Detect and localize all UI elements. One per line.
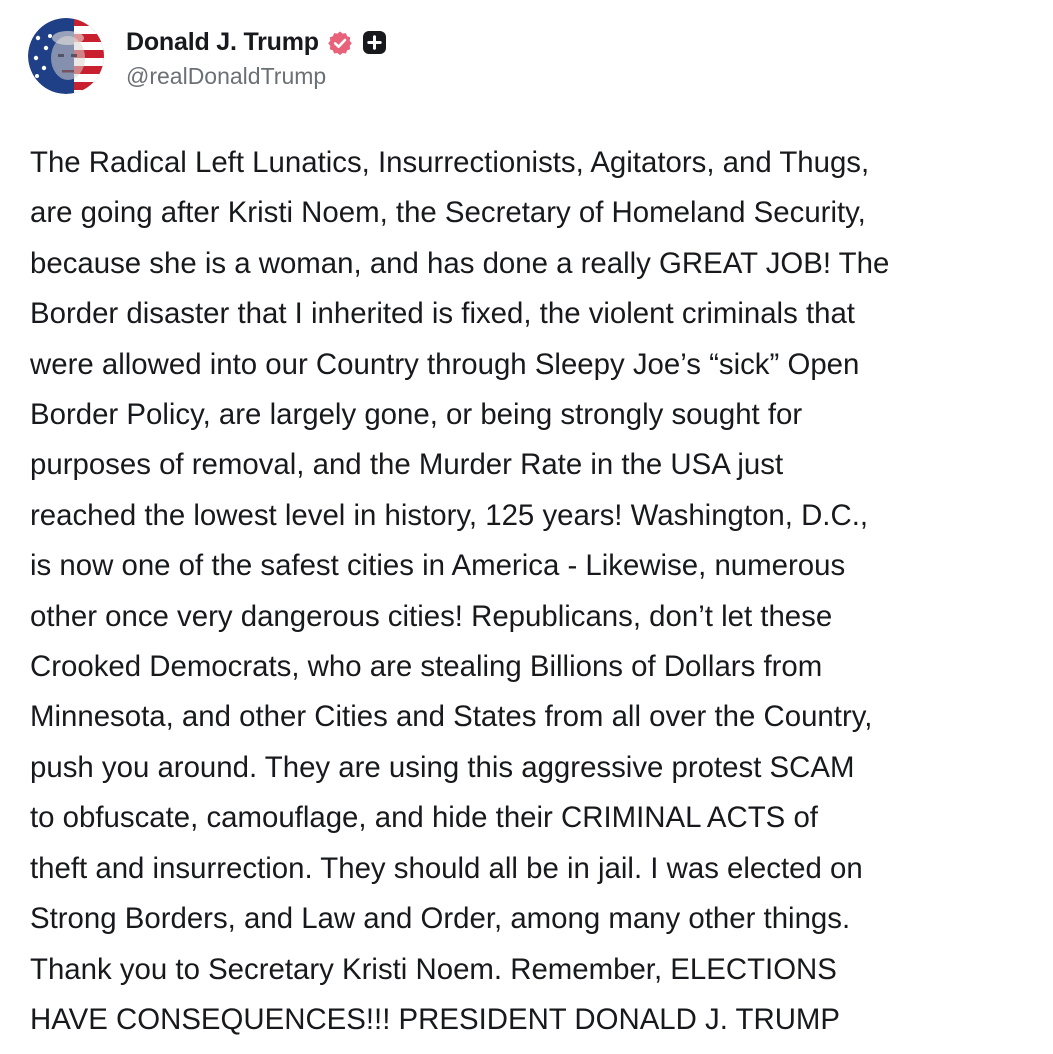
avatar[interactable] bbox=[28, 18, 104, 94]
author-identity bbox=[126, 23, 387, 90]
name-row bbox=[126, 25, 387, 61]
author-handle[interactable]: @realDonaldTrump bbox=[126, 62, 327, 89]
post-body-text: The Radical Left Lunatics, Insurrectionists, Agitators, and Thugs, are going after Kristi Noem, the Secretary of Homeland Security, because she is a woman, and has done a really GREAT JOB! The Border disaster that I inherited is fixed, the violent criminals that were allowed into our Country through Sleepy Joe’s “sick” Open Border Policy, are largely gone, or being strongly sought for purposes of removal, and the Murder Rate in the USA just reached the lowest level in history, 125 years! Washington, D.C., is now one of the safest cities in America - Likewise, numerous other once very dangerous cities! Republicans, don’t let these Crooked Democrats, who are stealing Billions of Dollars from Minnesota, and other Cities and States from all over the Country, push you around. They are using this aggressive protest SCAM to obfuscate, camouflage, and hide their CRIMINAL ACTS of theft and insurrection. They should all be in jail. I was elected on Strong Borders, and Law and Order, among many other things. Thank you to Secretary Kristi Noem. Remember, ELECTIONS HAVE CONSEQUENCES!!! PRESIDENT DONALD J. TRUMP bbox=[30, 146, 890, 1036]
display-name[interactable]: Donald J. Trump bbox=[126, 28, 319, 56]
verified-badge-icon bbox=[327, 30, 353, 56]
post-header bbox=[28, 16, 387, 96]
plus-square-icon[interactable] bbox=[362, 30, 387, 55]
